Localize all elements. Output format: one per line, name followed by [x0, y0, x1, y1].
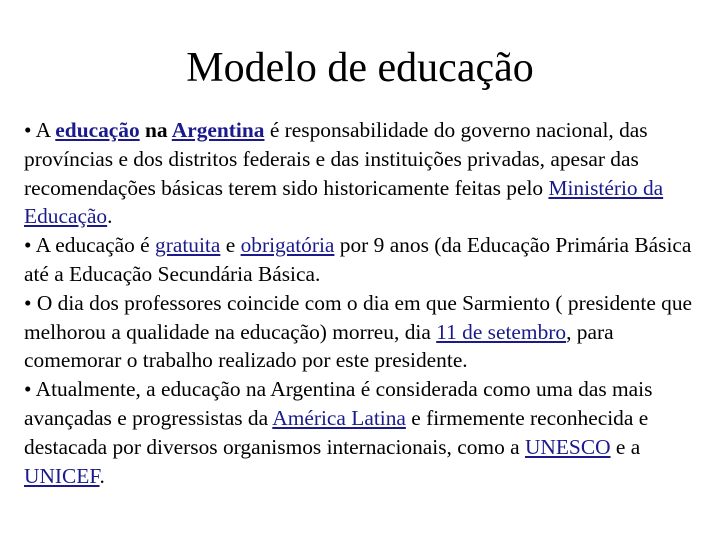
paragraph-text: A educação é [31, 233, 156, 258]
link-america-latina[interactable]: América Latina [272, 405, 406, 430]
paragraph-text: , para comemorar o trabalho realizado por este presidente. [24, 319, 614, 373]
slide-body [24, 116, 700, 490]
bullet-paragraph-4 [24, 375, 700, 490]
link-educacao[interactable]: educação [55, 118, 140, 142]
bullet-paragraph-3 [24, 289, 700, 375]
bullet-marker: • [24, 377, 32, 402]
paragraph-text: e a [610, 434, 641, 459]
link-11-de-setembro[interactable]: 11 de setembro [436, 319, 567, 344]
link-argentina[interactable]: Argentina [171, 118, 265, 142]
paragraph-text: e firmemente reconhecida e destacada por diversos organismos internacionais, como a [24, 405, 649, 459]
paragraph-text: na [139, 118, 172, 142]
paragraph-text: . [99, 463, 105, 488]
bullet-marker: • [24, 233, 32, 258]
bullet-paragraph-1 [24, 116, 700, 231]
paragraph-text: A [31, 118, 56, 142]
paragraph-text: é responsabilidade do governo nacional, das províncias e dos distritos federais e das instituições privadas, apesar das recomendações básicas terem sido historicamente feitas pelo [24, 118, 648, 200]
bullet-marker: • [24, 118, 32, 142]
link-ministerio-da-educacao[interactable]: Ministério da Educação [24, 175, 664, 229]
link-obrigatoria[interactable]: obrigatória [240, 233, 335, 258]
paragraph-text: . [107, 204, 113, 229]
bullet-marker: • [24, 290, 32, 315]
paragraph-text: por 9 anos (da Educação Primária Básica até a Educação Secundária Básica. [24, 233, 692, 286]
slide-title: Modelo de educação [186, 45, 534, 91]
bullet-paragraph-2 [24, 231, 700, 289]
paragraph-text: Atualmente, a educação na Argentina é considerada como uma das mais avançadas e progressistas da [24, 377, 653, 430]
paragraph-text: O dia dos professores coincide com o dia em que Sarmiento ( presidente que melhorou a qualidade na educação) morreu, dia [24, 290, 693, 344]
paragraph-text: e [220, 233, 241, 258]
link-gratuita[interactable]: gratuita [155, 233, 221, 258]
link-unesco[interactable]: UNESCO [524, 434, 611, 459]
link-unicef[interactable]: UNICEF [24, 463, 100, 488]
